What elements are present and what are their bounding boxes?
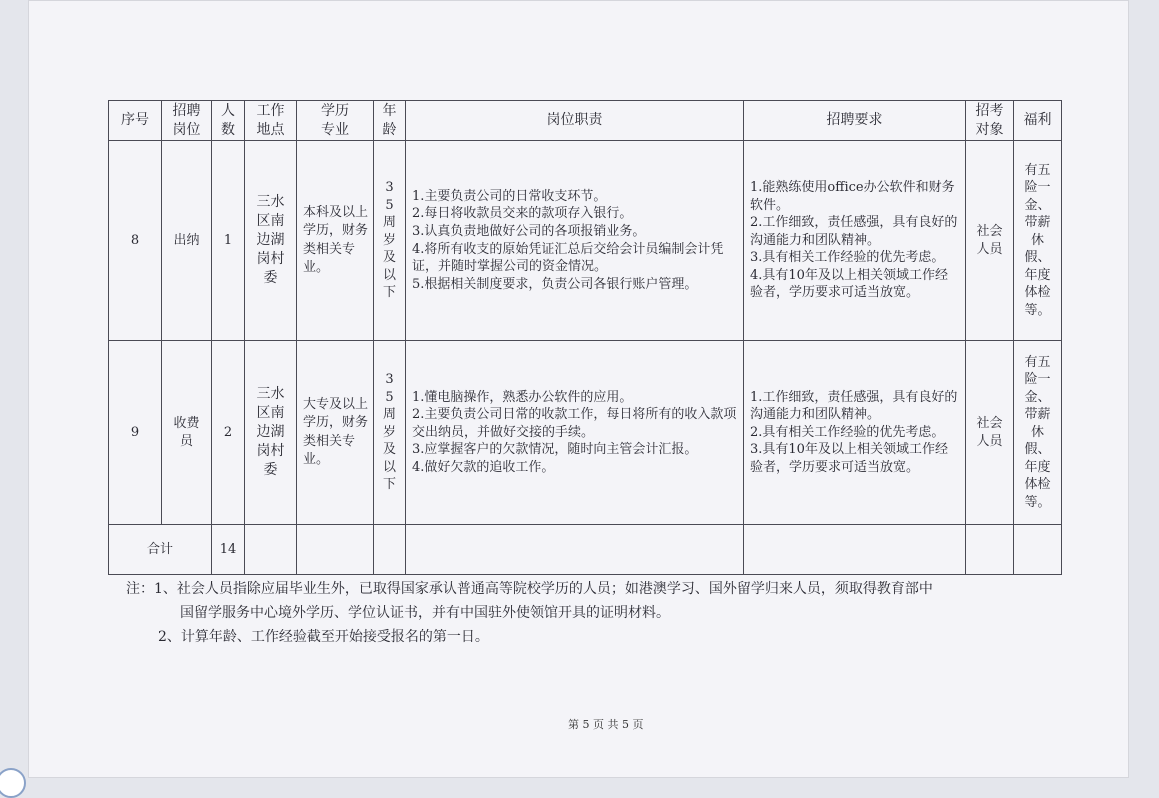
duty-line: 4.做好欠款的追收工作。 [412, 459, 555, 475]
empty-cell [374, 525, 406, 575]
duty-line: 5.根据相关制度要求，负责公司各银行账户管理。 [412, 276, 698, 292]
note-1-continued: 国留学服务中心境外学历、学位认证书，并有中国驻外使领馆开具的证明材料。 [180, 604, 670, 621]
duty-line: 1.懂电脑操作，熟悉办公软件的应用。 [412, 389, 633, 405]
requirement-line: 1.能熟练使用office办公软件和财务软件。 [750, 180, 955, 213]
cell-benefits: 有五险一金、带薪休假、年度体检等。 [1014, 141, 1062, 341]
page-footer: 第 5 页 共 5 页 [568, 718, 644, 731]
cell-requirements [744, 141, 966, 341]
cell-age: 35周岁及以下 [374, 341, 406, 525]
cell-position: 收费员 [162, 341, 212, 525]
duty-line: 3.认真负责地做好公司的各项报销业务。 [412, 223, 646, 239]
table-row [109, 141, 1062, 341]
header-count: 人数 [212, 101, 245, 141]
viewer-corner-icon[interactable] [0, 768, 26, 798]
cell-position: 出纳 [162, 141, 212, 341]
empty-cell [245, 525, 297, 575]
cell-location: 三水区南边湖岗村委 [245, 341, 297, 525]
requirement-line: 2.工作细致，责任感强，具有良好的沟通能力和团队精神。 [750, 215, 958, 248]
header-row [109, 101, 1062, 141]
cell-count: 1 [212, 141, 245, 341]
document-page [28, 0, 1129, 778]
cell-education: 本科及以上学历，财务类相关专业。 [297, 141, 374, 341]
cell-requirements [744, 341, 966, 525]
header-duties: 岗位职责 [406, 101, 744, 141]
duty-line: 4.将所有收支的原始凭证汇总后交给会计员编制会计凭证，并随时掌握公司的资金情况。 [412, 241, 724, 275]
empty-cell [966, 525, 1014, 575]
requirement-line: 4.具有10年及以上相关领域工作经验者，学历要求可适当放宽。 [750, 267, 948, 301]
header-position: 招聘岗位 [162, 101, 212, 141]
duty-line: 2.每日将收款员交来的款项存入银行。 [412, 206, 633, 222]
cell-location: 三水区南边湖岗村委 [245, 141, 297, 341]
cell-age: 35周岁及以下 [374, 141, 406, 341]
requirement-line: 3.具有相关工作经验的优先考虑。 [750, 250, 945, 266]
cell-no: 8 [109, 141, 162, 341]
header-age: 年龄 [374, 101, 406, 141]
header-benefits: 福利 [1014, 101, 1062, 141]
empty-cell [1014, 525, 1062, 575]
requirement-line: 2.具有相关工作经验的优先考虑。 [750, 424, 945, 440]
table-row [109, 341, 1062, 525]
total-count: 14 [212, 525, 245, 575]
requirement-line: 1.工作细致，责任感强，具有良好的沟通能力和团队精神。 [750, 389, 958, 423]
header-target: 招考对象 [966, 101, 1014, 141]
duty-line: 3.应掌握客户的欠款情况，随时向主管会计汇报。 [412, 442, 698, 458]
requirement-line: 3.具有10年及以上相关领域工作经验者，学历要求可适当放宽。 [750, 442, 948, 475]
cell-count: 2 [212, 341, 245, 525]
total-row [109, 525, 1062, 575]
header-requirements: 招聘要求 [744, 101, 966, 141]
note-1: 注：1、社会人员指除应届毕业生外，已取得国家承认普通高等院校学历的人员；如港澳学习、国外留学归来人员，须取得教育部中 [126, 581, 933, 597]
empty-cell [744, 525, 966, 575]
note-2: 2、计算年龄、工作经验截至开始接受报名的第一日。 [158, 628, 489, 645]
header-no: 序号 [109, 101, 162, 141]
empty-cell [297, 525, 374, 575]
cell-target: 社会人员 [966, 141, 1014, 341]
duty-line: 2.主要负责公司日常的收款工作，每日将所有的收入款项交出纳员，并做好交接的手续。 [412, 407, 737, 440]
duty-line: 1.主要负责公司的日常收支环节。 [412, 188, 607, 204]
empty-cell [406, 525, 744, 575]
cell-duties [406, 141, 744, 341]
notes-section [126, 578, 1086, 649]
header-education: 学历专业 [297, 101, 374, 141]
header-location: 工作地点 [245, 101, 297, 141]
recruitment-table [108, 100, 1062, 575]
total-label: 合计 [109, 525, 212, 575]
cell-target: 社会人员 [966, 341, 1014, 525]
cell-benefits: 有五险一金、带薪休假、年度体检等。 [1014, 341, 1062, 525]
cell-no: 9 [109, 341, 162, 525]
cell-education: 大专及以上学历，财务类相关专业。 [297, 341, 374, 525]
cell-duties [406, 341, 744, 525]
